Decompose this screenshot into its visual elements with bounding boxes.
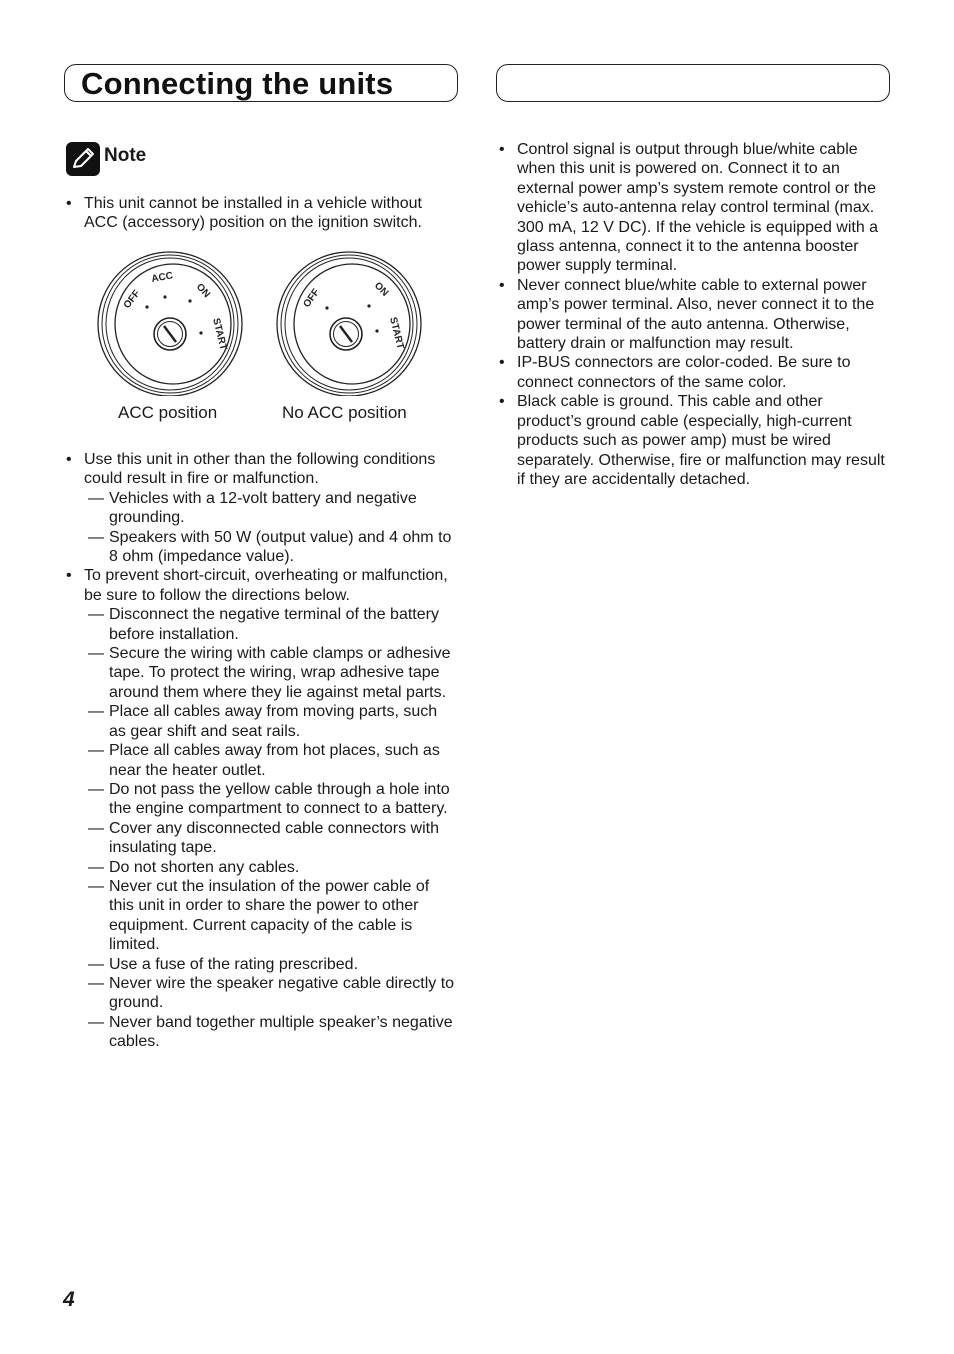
section-header-box [64, 64, 458, 102]
acc-switch-label-start: START [210, 317, 229, 352]
no-acc-position-caption: No ACC position [282, 403, 407, 422]
left-column-bullets [64, 450, 458, 1052]
dash-item: — Cover any disconnected cable connectors with insulating tape. [64, 819, 458, 858]
bullet-item [64, 450, 458, 566]
dash-item: — Place all cables away from moving parts, such as gear shift and seat rails. [64, 702, 458, 741]
acc-switch-label-acc: ACC [150, 270, 174, 285]
dash-item: — Never band together multiple speaker’s negative cables. [64, 1013, 458, 1052]
pencil-note-icon [66, 142, 100, 176]
ignition-switch-figure [90, 246, 435, 426]
bullet-item: • Control signal is output through blue/white cable when this unit is powered on. Connect it to an external power amp’s system remote control or the vehicle’s auto-antenna relay control terminal (max. 300 mA, 12 V DC). If the vehicle is equipped with a glass antenna, connect it to the antenna booster power supply terminal. [497, 140, 889, 276]
bullet-item [64, 566, 458, 1051]
bullet-item: • Black cable is ground. This cable and other product’s ground cable (especially, high-current products such as power amp) must be wired separately. Otherwise, fire or malfunction may result if they are accidentally detached. [497, 392, 889, 489]
dash-item: — Never cut the insulation of the power cable of this unit in order to share the power to other equipment. Current capacity of the cable is limited. [64, 877, 458, 955]
dash-item: — Secure the wiring with cable clamps or adhesive tape. To protect the wiring, wrap adhesive tape around them where they lie against metal parts. [64, 644, 458, 702]
dash-item: — Do not shorten any cables. [64, 858, 458, 877]
dash-item: — Do not pass the yellow cable through a hole into the engine compartment to connect to a battery. [64, 780, 458, 819]
bullet-item: • IP-BUS connectors are color-coded. Be sure to connect connectors of the same color. [497, 353, 889, 392]
dash-item: — Speakers with 50 W (output value) and 4 ohm to 8 ohm (impedance value). [64, 528, 458, 567]
dash-item: — Place all cables away from hot places, such as near the heater outlet. [64, 741, 458, 780]
no-acc-switch-label-start: START [387, 316, 406, 351]
no-acc-switch-label-off: OFF [301, 287, 322, 310]
note-label: Note [104, 145, 147, 166]
intro-bullet: • This unit cannot be installed in a vehicle without ACC (accessory) position on the ignition switch. [64, 194, 456, 233]
acc-switch-label-off: OFF [121, 288, 143, 311]
no-acc-ignition-switch [277, 252, 421, 396]
right-header-box [496, 64, 890, 102]
dash-item: — Disconnect the negative terminal of the battery before installation. [64, 605, 458, 644]
dash-item: — Use a fuse of the rating prescribed. [64, 955, 458, 974]
dash-item: — Vehicles with a 12-volt battery and negative grounding. [64, 489, 458, 528]
dash-item: — Never wire the speaker negative cable directly to ground. [64, 974, 458, 1013]
bullet-item: • Never connect blue/white cable to external power amp’s power terminal. Also, never connect it to the power terminal of the auto antenna. Otherwise, battery drain or malfunction may result. [497, 276, 889, 354]
bullet-text: To prevent short-circuit, overheating or malfunction, be sure to follow the directions below. [84, 567, 448, 604]
page-number: 4 [63, 1288, 75, 1311]
acc-ignition-switch [98, 252, 242, 396]
acc-switch-label-on: ON [193, 281, 212, 301]
left-column-intro [64, 194, 456, 233]
acc-position-caption: ACC position [118, 403, 218, 422]
no-acc-switch-label-on: ON [371, 280, 391, 299]
right-column-bullets [497, 140, 889, 489]
page-title: Connecting the units [81, 66, 394, 101]
bullet-text: Use this unit in other than the following conditions could result in fire or malfunction. [84, 451, 436, 488]
